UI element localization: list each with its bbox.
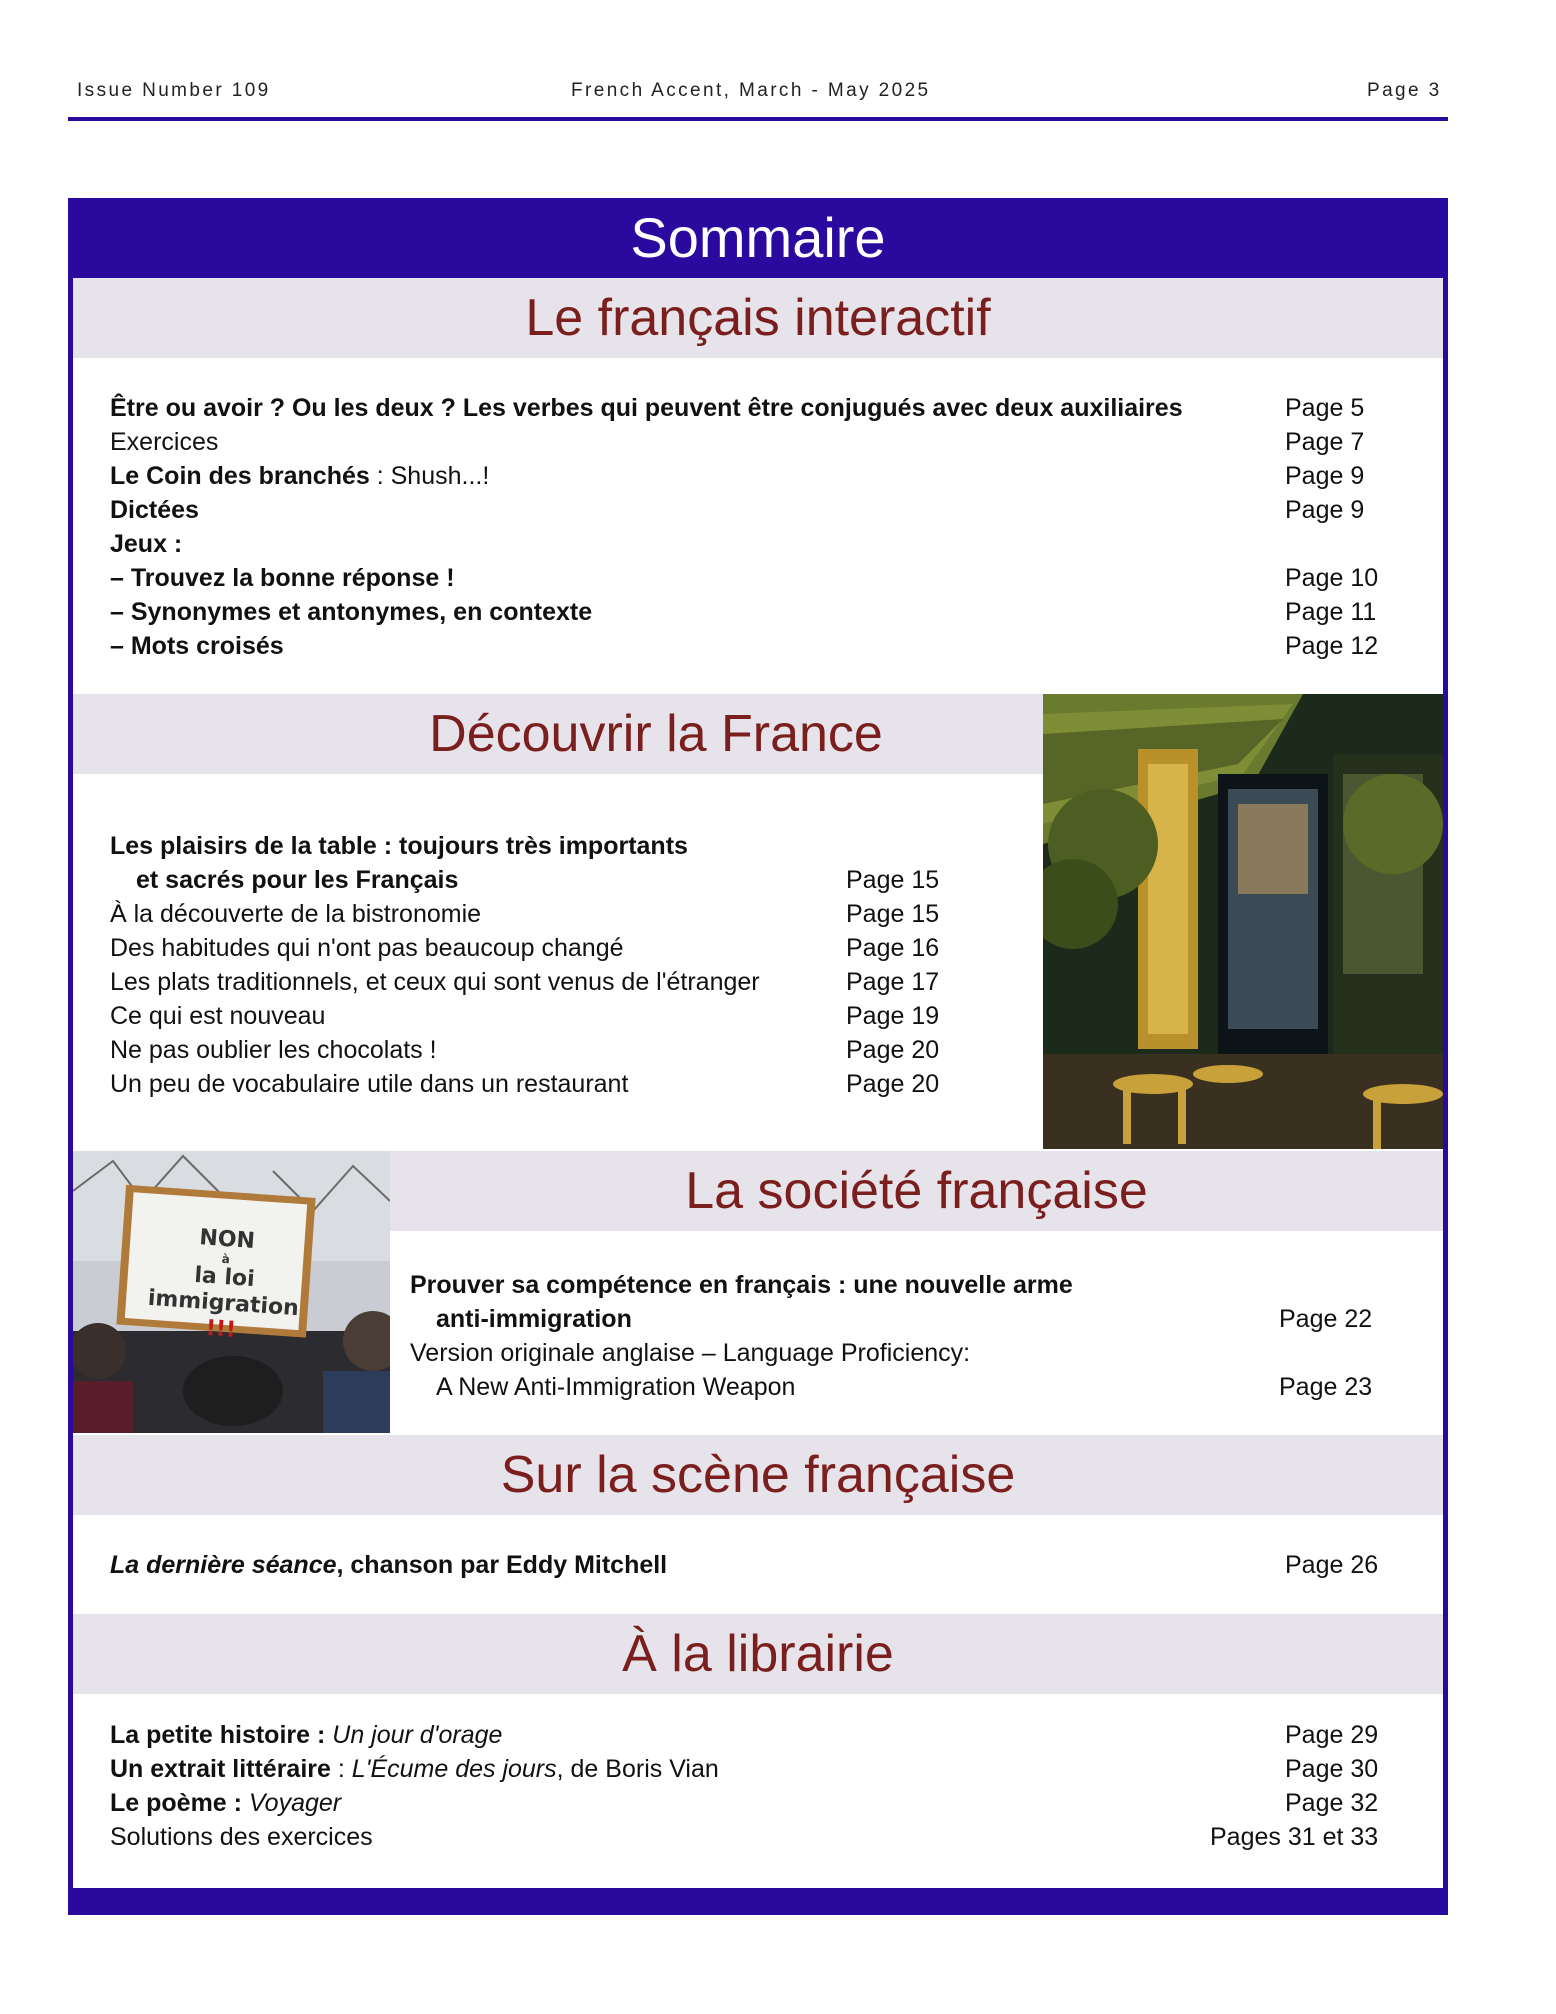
bistro-terrace-photo — [1043, 694, 1443, 1149]
header-rule — [68, 117, 1448, 121]
entry-title: Un peu de vocabulaire utile dans un restaurant — [110, 1070, 629, 1098]
entry-title: – Synonymes et antonymes, en contexte — [110, 598, 593, 626]
toc-entry[interactable] — [410, 1268, 1410, 1302]
entry-page: Pages 31 et 33 — [1210, 1823, 1379, 1851]
contents-footer-bar — [68, 1888, 1448, 1915]
toc-entry[interactable] — [110, 897, 960, 931]
entry-subtitle: : Shush...! — [369, 462, 490, 490]
toc-entry[interactable] — [110, 1752, 1410, 1786]
entry-page: Page 23 — [1279, 1373, 1373, 1401]
entry-page: Page 19 — [846, 1002, 940, 1030]
toc-list-scene-francaise — [110, 1548, 1410, 1582]
toc-entry-continued[interactable] — [410, 1370, 1410, 1404]
section-title-societe-francaise: La société française — [390, 1151, 1443, 1231]
entry-title: Ce qui est nouveau — [110, 1002, 326, 1030]
toc-list-librairie — [110, 1718, 1410, 1854]
toc-group-heading — [110, 527, 1410, 561]
toc-entry[interactable] — [110, 1820, 1410, 1854]
entry-page: Page 15 — [846, 866, 940, 894]
entry-title: et sacrés pour les Français — [136, 866, 459, 894]
issue-number: Issue Number 109 — [77, 80, 271, 101]
entry-title: – Trouvez la bonne réponse ! — [110, 564, 455, 592]
sign-line: la loi — [193, 1262, 256, 1293]
entry-title: anti-immigration — [436, 1305, 632, 1333]
entry-page: Page 12 — [1285, 632, 1379, 660]
entry-title: A New Anti-Immigration Weapon — [436, 1373, 796, 1401]
entry-title: Être ou avoir ? Ou les deux ? Les verbes qui peuvent être conjugués avec deux auxiliaires — [110, 394, 1183, 422]
entry-page: Page 16 — [846, 934, 940, 962]
toc-entry[interactable] — [110, 629, 1410, 663]
toc-entry[interactable] — [110, 493, 1410, 527]
entry-title: Ne pas oublier les chocolats ! — [110, 1036, 437, 1064]
toc-entry[interactable] — [110, 1033, 960, 1067]
entry-subtitle: L'Écume des jours — [351, 1755, 557, 1783]
sign-line: à — [221, 1251, 231, 1267]
toc-list-societe-francaise — [410, 1268, 1410, 1404]
toc-entry[interactable] — [110, 561, 1410, 595]
entry-title: Le poème : — [110, 1789, 249, 1817]
entry-page: Page 20 — [846, 1070, 940, 1098]
entry-title: À la découverte de la bistronomie — [110, 900, 482, 928]
toc-entry[interactable] — [110, 1548, 1410, 1582]
toc-entry[interactable] — [110, 931, 960, 965]
entry-page: Page 11 — [1285, 598, 1377, 626]
entry-title: La dernière séance — [110, 1551, 337, 1579]
protest-sign-photo — [73, 1151, 390, 1433]
entry-title: Les plaisirs de la table : toujours très importants — [110, 832, 688, 860]
entry-subtitle: Voyager — [248, 1789, 342, 1817]
section-title-text: Découvrir la France — [429, 705, 883, 763]
entry-page: Page 26 — [1285, 1551, 1379, 1579]
toc-entry[interactable] — [110, 425, 1410, 459]
toc-entry-continued[interactable] — [110, 863, 960, 897]
entry-title: La petite histoire : — [110, 1721, 333, 1749]
sign-line: NON — [198, 1225, 256, 1255]
section-title-librairie: À la librairie — [73, 1614, 1443, 1694]
sommaire-title: Sommaire — [68, 198, 1448, 278]
entry-page: Page 7 — [1285, 428, 1365, 456]
entry-title: Jeux : — [110, 530, 183, 558]
entry-title: Exercices — [110, 428, 219, 456]
entry-page: Page 22 — [1279, 1305, 1373, 1333]
protest-sign-text — [145, 1222, 303, 1348]
sign-line: immigration — [147, 1285, 300, 1322]
entry-title: Prouver sa compétence en français : une nouvelle arme — [410, 1271, 1073, 1299]
entry-page: Page 30 — [1285, 1755, 1379, 1783]
toc-entry-continued[interactable] — [410, 1302, 1410, 1336]
toc-entry[interactable] — [110, 1718, 1410, 1752]
entry-author: , de Boris Vian — [556, 1755, 719, 1783]
entry-subtitle: , chanson par Eddy Mitchell — [336, 1551, 668, 1579]
entry-title: Solutions des exercices — [110, 1823, 373, 1851]
entry-title: – Mots croisés — [110, 632, 284, 660]
toc-entry[interactable] — [110, 999, 960, 1033]
toc-entry[interactable] — [110, 1067, 960, 1101]
entry-title: Les plats traditionnels, et ceux qui sont venus de l'étranger — [110, 968, 760, 996]
toc-entry[interactable] — [110, 829, 960, 863]
entry-title: Le Coin des branchés — [110, 462, 370, 490]
entry-page: Page 29 — [1285, 1721, 1379, 1749]
entry-subtitle: Un jour d'orage — [332, 1721, 503, 1749]
entry-title: Dictées — [110, 496, 199, 524]
toc-entry[interactable] — [110, 595, 1410, 629]
entry-page: Page 5 — [1285, 394, 1365, 422]
section-title-scene-francaise: Sur la scène française — [73, 1435, 1443, 1515]
section-title-francais-interactif: Le français interactif — [73, 278, 1443, 358]
toc-entry[interactable] — [110, 391, 1410, 425]
entry-page: Page 32 — [1285, 1789, 1379, 1817]
entry-page: Page 9 — [1285, 496, 1365, 524]
entry-page: Page 17 — [846, 968, 940, 996]
entry-title: Des habitudes qui n'ont pas beaucoup changé — [110, 934, 624, 962]
toc-list-francais-interactif — [110, 391, 1410, 663]
entry-page: Page 10 — [1285, 564, 1379, 592]
entry-page: Page 20 — [846, 1036, 940, 1064]
entry-title: Version originale anglaise – Language Proficiency: — [410, 1339, 971, 1367]
toc-entry[interactable] — [410, 1336, 1410, 1370]
publication-title: French Accent, March - May 2025 — [571, 80, 931, 101]
toc-entry[interactable] — [110, 459, 1410, 493]
toc-entry[interactable] — [110, 965, 960, 999]
entry-page: Page 15 — [846, 900, 940, 928]
toc-list-decouvrir-la-france — [110, 829, 960, 1101]
toc-entry[interactable] — [110, 1786, 1410, 1820]
entry-page: Page 9 — [1285, 462, 1365, 490]
section-title-decouvrir-la-france — [73, 694, 1043, 774]
entry-title: Un extrait littéraire — [110, 1755, 331, 1783]
sign-exclamation: !!! — [204, 1315, 237, 1343]
entry-separator: : — [330, 1755, 352, 1783]
page-number: Page 3 — [1367, 80, 1442, 101]
